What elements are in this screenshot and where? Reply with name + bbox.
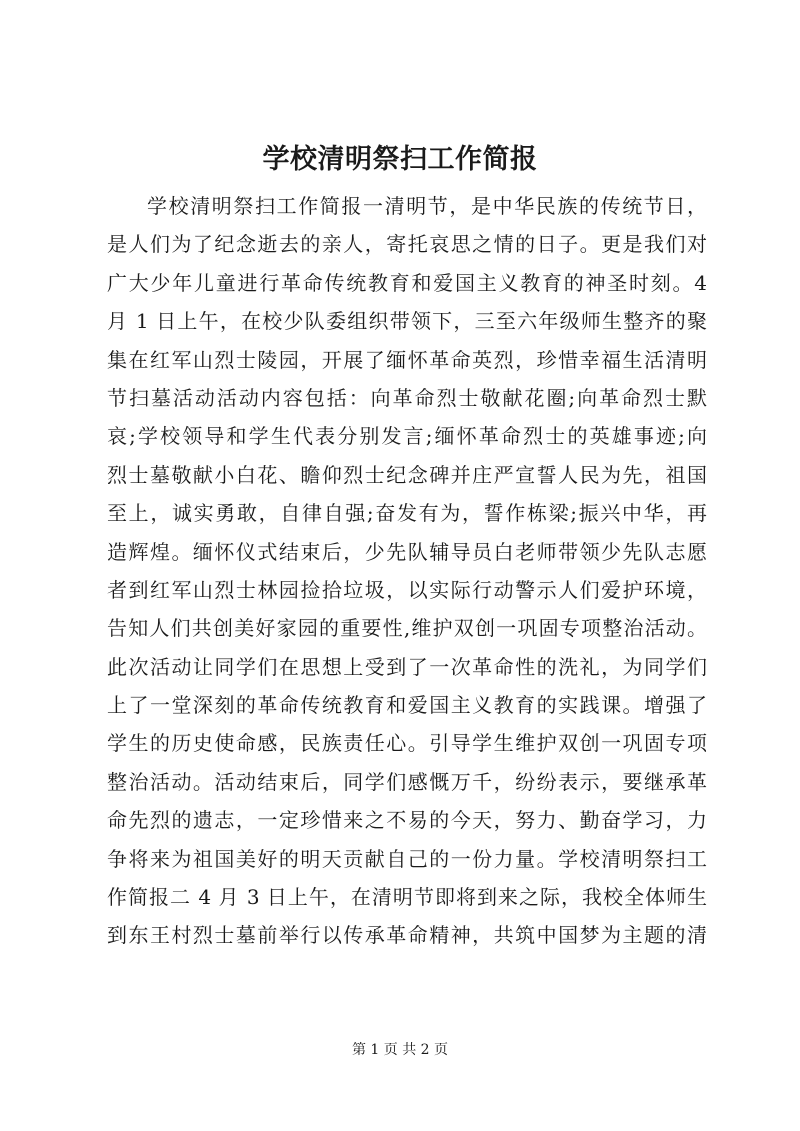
body-line: 是人们为了纪念逝去的亲人，寄托哀思之情的日子。更是我们对 bbox=[107, 232, 707, 257]
body-line: 造辉煌。缅怀仪式结束后，少先队辅导员白老师带领少先队志愿 bbox=[107, 539, 707, 564]
body-line: 命先烈的遗志，一定珍惜来之不易的今天，努力、勤奋学习，力 bbox=[107, 808, 707, 833]
body-line: 月 1 日上午，在校少队委组织带领下，三至六年级师生整齐的聚 bbox=[107, 309, 707, 334]
body-line: 学生的历史使命感，民族责任心。引导学生维护双创一巩固专项 bbox=[107, 731, 707, 756]
body-line: 至上，诚实勇敢，自律自强;奋发有为，誓作栋梁;振兴中华，再 bbox=[107, 501, 707, 526]
body-line: 上了一堂深刻的革命传统教育和爱国主义教育的实践课。增强了 bbox=[107, 693, 707, 718]
body-line: 学校清明祭扫工作简报一清明节，是中华民族的传统节日， bbox=[147, 194, 707, 218]
document-title: 学校清明祭扫工作简报 bbox=[262, 144, 538, 175]
body-line: 此次活动让同学们在思想上受到了一次革命性的洗礼，为同学们 bbox=[107, 654, 707, 679]
body-line: 烈士墓敬献小白花、瞻仰烈士纪念碑并庄严宣誓人民为先，祖国 bbox=[107, 462, 707, 487]
body-line: 广大少年儿童进行革命传统教育和爱国主义教育的神圣时刻。4 bbox=[107, 270, 707, 295]
body-line: 整治活动。活动结束后，同学们感慨万千，纷纷表示，要继承革 bbox=[107, 769, 707, 794]
body-line: 告知人们共创美好家园的重要性,维护双创一巩固专项整治活动。 bbox=[107, 616, 707, 641]
body-line: 集在红军山烈士陵园，开展了缅怀革命英烈，珍惜幸福生活清明 bbox=[107, 347, 707, 372]
body-line: 节扫墓活动活动内容包括：向革命烈士敬献花圈;向革命烈士默 bbox=[107, 385, 707, 410]
page-footer: 第 1 页 共 2 页 bbox=[351, 1042, 449, 1058]
body-line: 哀;学校领导和学生代表分别发言;缅怀革命烈士的英雄事迹;向 bbox=[107, 424, 707, 449]
body-line: 作简报二 4 月 3 日上午，在清明节即将到来之际，我校全体师生 bbox=[107, 885, 707, 910]
body-line: 到东王村烈士墓前举行以传承革命精神，共筑中国梦为主题的清 bbox=[107, 923, 707, 948]
body-line: 争将来为祖国美好的明天贡献自己的一份力量。学校清明祭扫工 bbox=[107, 846, 707, 871]
document-body bbox=[107, 187, 707, 955]
body-line: 者到红军山烈士林园捡拾垃圾，以实际行动警示人们爱护环境， bbox=[107, 577, 707, 602]
